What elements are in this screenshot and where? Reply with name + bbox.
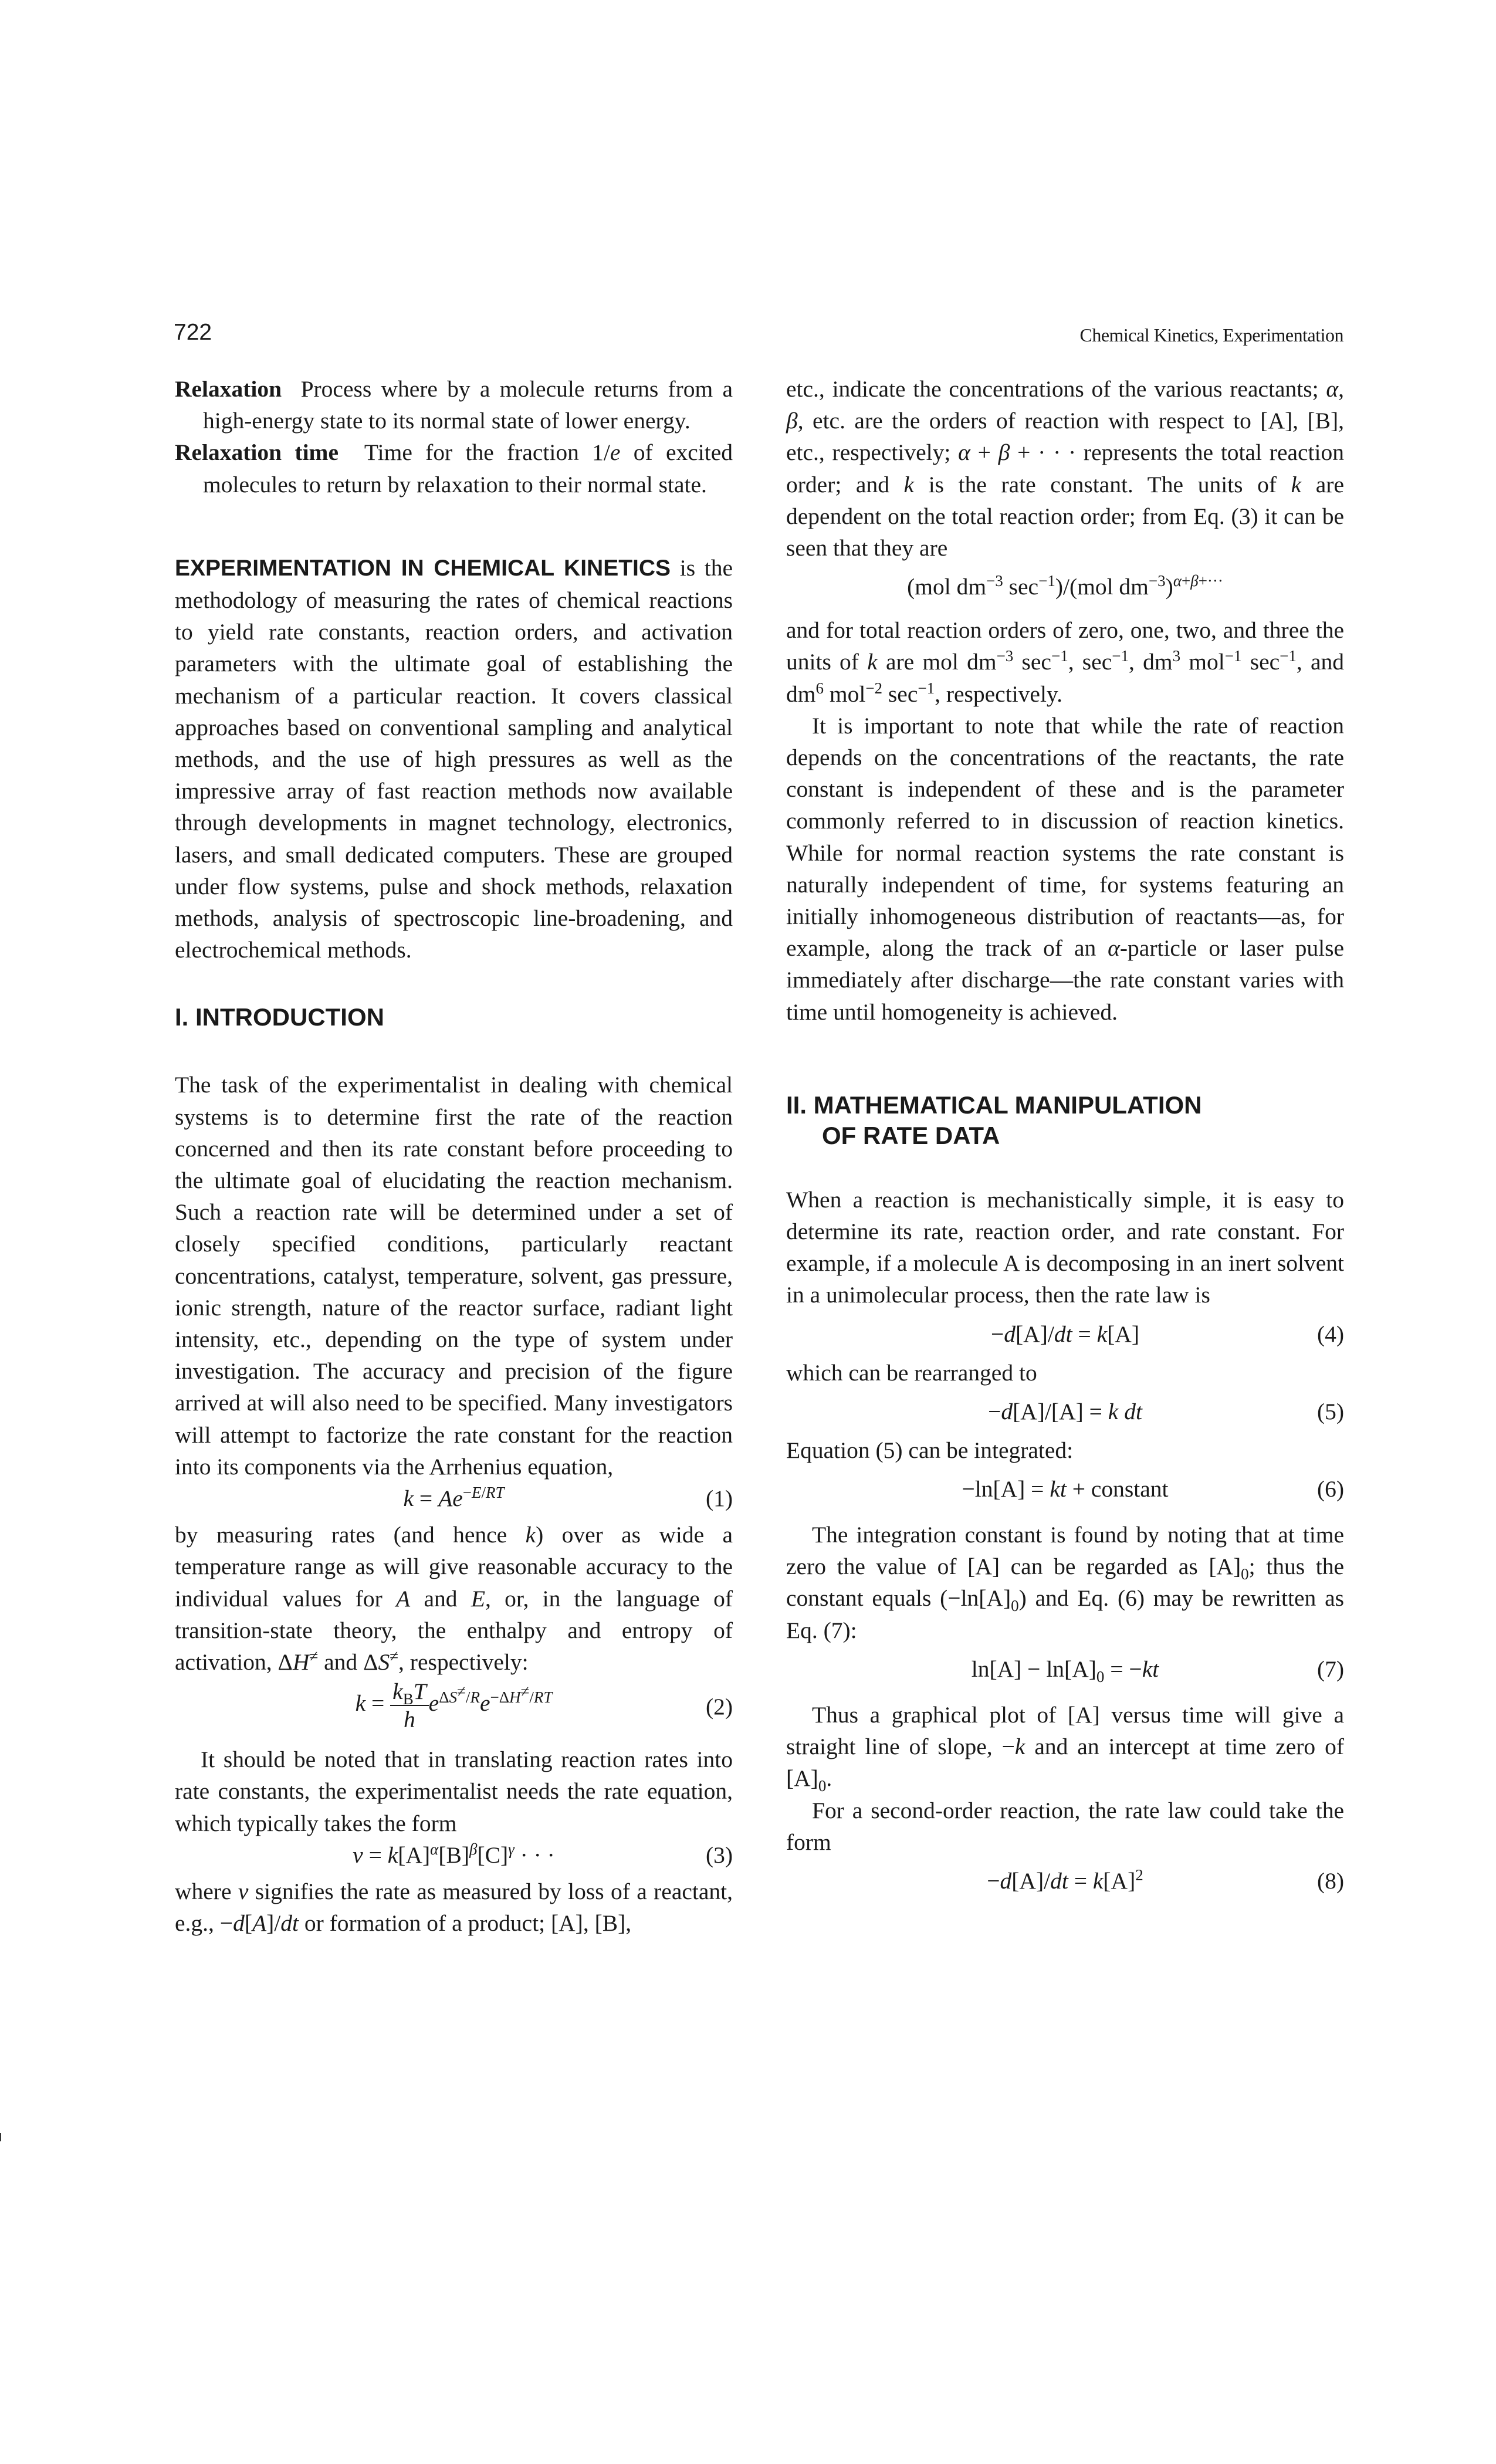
equation-number: (2) — [705, 1694, 733, 1720]
equation-number: (7) — [1316, 1656, 1344, 1682]
orders-paragraph: etc., indicate the concentrations of the various reactants; α, β, etc. are the orders of reaction with respect to [A], [B], etc., respectively; α + β + · · · represents the total reaction order; and k is the rate constant. The units of k are dependent on the total reaction order; from Eq. (3) it can be seen that they are — [786, 376, 1344, 561]
units-paragraph: and for total reaction orders of zero, one, two, and three the units of k are mol $dm^{-3}$ $\sec^{-1}$, $\sec^{-1}$, $dm^3$ mol$^{-1}$ $\sec^{-1}$, and $dm^6$ mol$^{-2}$ $\sec^{-1}$, respectively. — [786, 617, 1345, 707]
page-number: 722 — [174, 320, 212, 345]
graphical-plot-paragraph: Thus a graphical plot of [A] versus time will give a straight line of slope, −k and an intercept at time zero of $[A]_0$. — [786, 1701, 1344, 1795]
integration-constant-paragraph: The integration constant is found by noting that at time zero the value of [A] can be regarded as $[A]_0$; thus the constant equals $(-\ln[A]_0)$ and Eq. (6) may be rewritten as Eq. (7): — [786, 1522, 1344, 1643]
equation-number: (8) — [1316, 1867, 1344, 1894]
intro-paragraph: The task of the experimentalist in dealing with chemical systems is to determine first the rate of the reaction concerned and then its rate constant before proceeding to the ultimate goal of elucidating the reaction mechanism. Such a reaction rate will be determined under a set of closely specified conditions, particularly reactant concentrations, catalyst, temperature, solvent, gas pressure, ionic strength, nature of the reactor surface, radiant light intensity, etc., depending on the type of system under investigation. The accuracy and precision of the figure arrived at will also need to be specified. Many investigators will attempt to factorize the rate constant for the reaction into its components via the Arrhenius equation, — [175, 1072, 733, 1480]
glossary-term: Relaxation time — [175, 439, 339, 466]
lead-term: EXPERIMENTATION IN CHEMICAL KINETICS — [175, 555, 671, 581]
equation-4: −d[A]/dt = k[A] (4) — [786, 1318, 1344, 1350]
right-column — [786, 373, 1344, 1897]
arrhenius-paragraph: by measuring rates (and hence k) over as wide a temperature range as will give reasonable accuracy to the individual values for A and E, or, in the language of transition-state theory, the enthalpy and entropy of activation, ΔH≠ and ΔS≠, respectively: — [175, 1522, 733, 1675]
lead-paragraph: EXPERIMENTATION IN CHEMICAL KINETICS is the methodology of measuring the rates of chemical reactions to yield rate constants, reaction orders, and activation parameters with the ultimate goal of establishing the mechanism of a particular reaction. It covers classical approaches based on conventional sampling and analytical methods, and the use of high pressures as well as the impressive array of fast reaction methods now available through developments in magnet technology, electronics, lasers, and small dedicated computers. These are grouped under flow systems, pulse and shock methods, relaxation methods, analysis of spectroscopic line-broadening, and electrochemical methods. — [175, 554, 733, 963]
rate-equation-paragraph: It should be noted that in translating reaction rates into rate constants, the experimentalist needs the rate equation, which typically takes the form — [175, 1747, 733, 1836]
equation-2: k = $\frac{k_BT}{h}$ $e^{\Delta S^\ne/R}e^{-\Delta H^\ne/RT}$ (2) — [355, 1678, 733, 1733]
section2-paragraph: When a reaction is mechanistically simple, it is easy to determine its rate, reaction order, and rate constant. For example, if a molecule A is decomposing in an inert solvent in a unimolecular process, then the rate law is — [786, 1186, 1344, 1308]
running-title: Chemical Kinetics, Experimentation — [1079, 324, 1343, 346]
rate-definition-paragraph: where v signifies the rate as measured by loss of a reactant, e.g., −d[A]/dt or formation of a product; [A], [B], — [175, 1878, 733, 1936]
equation-7: $\ln[A] - \ln[A]_0 = -kt$ (7) — [786, 1653, 1344, 1685]
margin-mark — [0, 2133, 1, 2141]
second-order-paragraph: For a second-order reaction, the rate law could take the form — [786, 1797, 1344, 1855]
integrated-text: Equation (5) can be integrated: — [786, 1437, 1074, 1463]
equation-6: −ln[A] = kt + constant (6) — [786, 1473, 1344, 1505]
section-heading-mathematical: II. MATHEMATICAL MANIPULATION OF RATE DATA — [786, 1091, 1202, 1149]
equation-5: −d[A]/[A] = k dt (5) — [786, 1396, 1344, 1427]
equation-number: (5) — [1316, 1398, 1344, 1424]
section-heading-introduction: I. INTRODUCTION — [175, 1003, 384, 1031]
equation-8: $-d[A]/dt = k[A]^2$ (8) — [786, 1865, 1344, 1897]
glossary-term: Relaxation — [175, 376, 282, 402]
equation-1: $k = Ae^{-E/RT}$ (1) — [175, 1483, 733, 1514]
equation-number: (1) — [705, 1485, 733, 1512]
equation-3: $v = k[A]^\alpha[B]^\beta[C]^\gamma$ · · · (3) — [175, 1839, 733, 1871]
rearranged-text: which can be rearranged to — [786, 1359, 1037, 1386]
rate-constant-paragraph: It is important to note that while the rate of reaction depends on the concentrations of the reactants, the rate constant is independent of these and is the parameter commonly referred to in discussion of reaction kinetics. While for normal reaction systems the rate constant is naturally independent of time, for systems featuring an initially inhomogeneous distribution of reactants—as, for example, along the track of an α-particle or laser pulse immediately after discharge—the rate constant varies with time until homogeneity is achieved. — [786, 712, 1344, 1025]
glossary-definition: Process where by a molecule returns from a high-energy state to its normal state of lower energy. — [203, 376, 733, 434]
equation-number: (6) — [1316, 1476, 1344, 1502]
glossary-entry-relaxation — [175, 373, 733, 436]
glossary-entry-relaxation-time: Relaxation time Time for the fraction 1/e of excited molecules to return by relaxation to their normal state. — [175, 439, 733, 497]
left-column — [175, 373, 733, 1939]
units-expression: (mol $dm^{-3}$ $\sec^{-1})/(mol$ $dm^{-3})^{\alpha+\beta+\cdot\cdot\cdot}$ — [907, 572, 1223, 600]
equation-number: (3) — [705, 1842, 733, 1868]
equation-number: (4) — [1316, 1321, 1344, 1347]
